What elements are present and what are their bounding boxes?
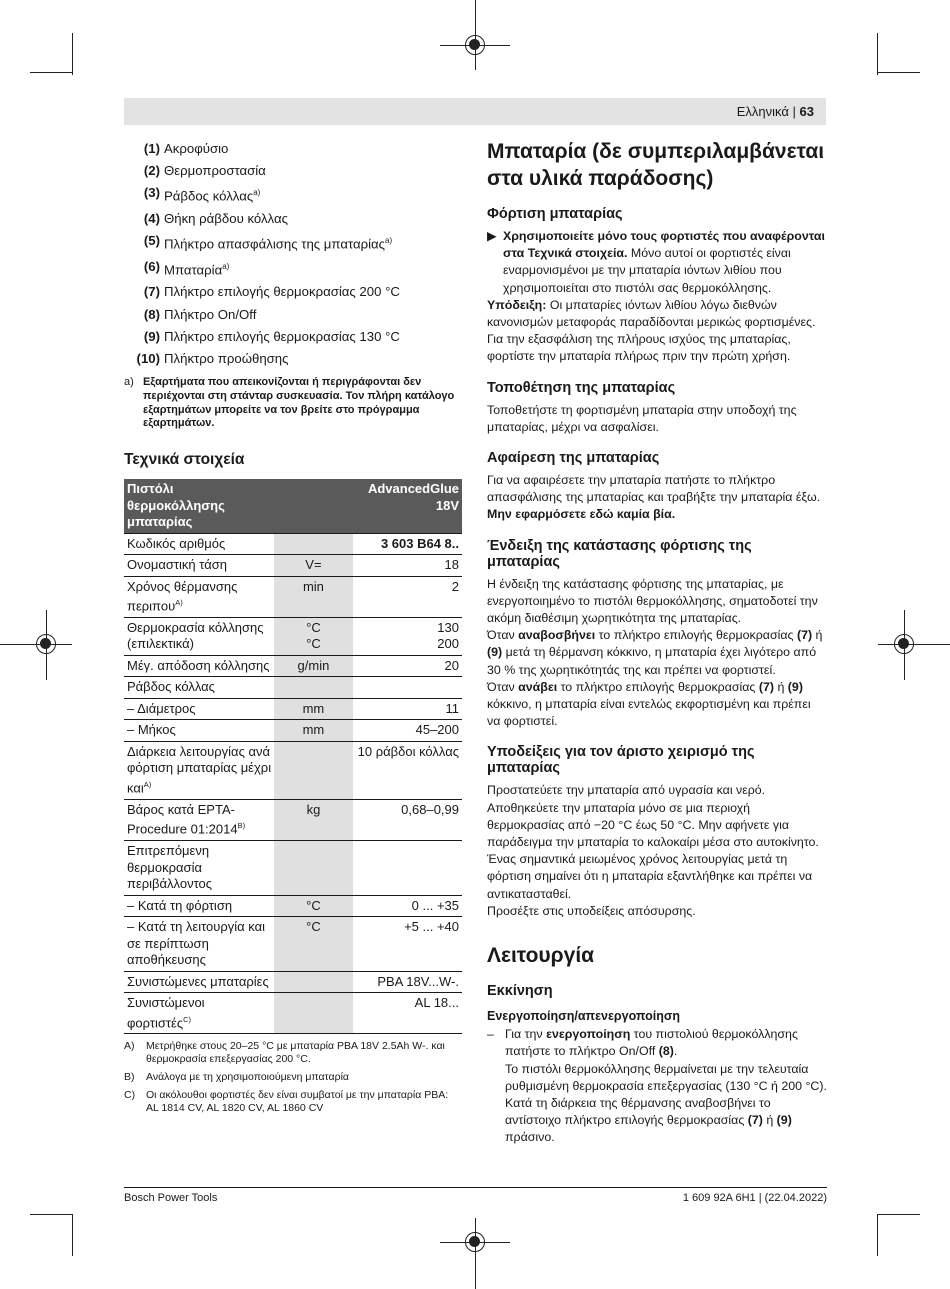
spec-name: – Διάμετρος bbox=[124, 698, 274, 720]
tech-data-table bbox=[124, 479, 462, 1034]
legend-note bbox=[124, 376, 462, 431]
remove-heading: Αφαίρεση της μπαταρίας bbox=[487, 450, 660, 467]
legend-number: (10) bbox=[136, 351, 160, 366]
tips-paragraph-2: Αποθηκεύετε την μπαταρία μόνο σε μια περιοχή θερμοκρασίας από −20 °C έως 50 °C. Μην αφήνετε για παράδειγμα την μπαταρία το καλοκαίρι μέσα στο αυτοκίνητο. bbox=[487, 800, 819, 850]
charging-heading: Φόρτιση μπαταρίας bbox=[487, 206, 623, 222]
legend-note-text: Εξαρτήματα που απεικονίζονται ή περιγράφονται δεν περιέχονται στη στάνταρ συσκευασία. Τον πλήρη κατάλογο εξαρτημάτων μπορείτε να τον βρείτε στο πρόγραμμα εξαρτημάτων. bbox=[143, 376, 455, 430]
table-row bbox=[124, 617, 462, 655]
spec-value: 45–200 bbox=[353, 720, 463, 742]
insert-heading: Τοποθέτηση της μπαταρίας bbox=[487, 379, 676, 396]
spec-name: Χρόνος θέρμανσης περιπου$^{A)}$ bbox=[124, 576, 274, 617]
table-row bbox=[124, 533, 462, 555]
table-row bbox=[124, 993, 462, 1034]
legend-label: Θερμοπροστασία bbox=[164, 163, 266, 179]
spec-unit bbox=[274, 993, 352, 1034]
spec-name: Διάρκεια λειτουργίας ανά φόρτιση μπαταρίας μέχρι και$^{A)}$ bbox=[124, 741, 274, 799]
legend-number: (4) bbox=[143, 211, 160, 226]
remove-paragraph bbox=[487, 472, 827, 524]
legend-item bbox=[124, 160, 462, 182]
table-row bbox=[124, 698, 462, 720]
spec-value: 2 bbox=[353, 576, 463, 617]
spec-unit: V= bbox=[274, 555, 352, 577]
page-header: Ελληνικά | 63 bbox=[736, 104, 814, 119]
legend-item bbox=[124, 138, 462, 160]
crop-mark bbox=[72, 33, 73, 75]
footer-brand: Bosch Power Tools bbox=[124, 1192, 218, 1204]
component-legend bbox=[124, 138, 462, 370]
table-row bbox=[124, 971, 462, 993]
header-bar bbox=[124, 98, 826, 125]
legend-number: (8) bbox=[143, 306, 160, 322]
spec-value: 3 603 B64 8.. bbox=[353, 533, 463, 555]
start-heading: Εκκίνηση bbox=[487, 983, 553, 1000]
legend-number: (3) bbox=[143, 185, 160, 201]
table-footnotes bbox=[124, 1040, 462, 1115]
spec-name: Συνιστώμενοι φορτιστές$^{C)}$ bbox=[124, 993, 274, 1034]
charging-bullet-text: Μόνο αυτοί οι φορτιστές είναι εναρμονισμένοι με την μπαταρία ιόντων λιθίου που χρησιμοποιείται στο πιστόλι σας θερμοκόλλησης. bbox=[503, 246, 791, 295]
spec-value: 130 200 bbox=[353, 617, 463, 655]
legend-item bbox=[124, 256, 462, 282]
spec-unit: mm bbox=[274, 720, 352, 742]
table-header-name: Πιστόλι θερμοκόλλησης μπαταρίας bbox=[124, 479, 274, 533]
legend-item bbox=[124, 281, 462, 303]
legend-item bbox=[124, 182, 462, 208]
hint-label: Υπόδειξη: bbox=[487, 297, 547, 312]
spec-name: Μέγ. απόδοση κόλλησης bbox=[124, 655, 274, 677]
tips-heading: Υποδείξεις για τον άριστο χειρισμό της μπαταρίας bbox=[487, 744, 755, 777]
legend-label: Πλήκτρο απασφάλισης της μπαταρίας$^{a)}$ bbox=[164, 236, 393, 252]
spec-unit: kg bbox=[274, 799, 352, 840]
legend-item bbox=[124, 208, 462, 230]
spec-value: 20 bbox=[353, 655, 463, 677]
table-row bbox=[124, 576, 462, 617]
remove-text: Για να αφαιρέσετε την μπαταρία πατήστε το πλήκτρο απασφάλισης της μπαταρίας και τραβήξτε την μπαταρία έξω. bbox=[487, 473, 821, 505]
page-number: 63 bbox=[799, 104, 814, 119]
legend-label: Ράβδος κόλλας$^{a)}$ bbox=[164, 188, 261, 204]
spec-unit bbox=[274, 741, 352, 799]
crop-mark bbox=[877, 33, 878, 75]
status-paragraph-1: Η ένδειξη της κατάστασης φόρτισης της μπαταρίας, με ενεργοποιημένο το πιστόλι θερμοκόλλησης, σηματοδοτεί την ακόμη διαθέσιμη χωρητικότητα της μπαταρίας. bbox=[487, 576, 818, 626]
charging-bullet-bold: Χρησιμοποιείτε μόνο τους φορτιστές που αναφέρονται στα Τεχνικά στοιχεία. bbox=[503, 229, 825, 261]
spec-unit: mm bbox=[274, 698, 352, 720]
right-column bbox=[487, 138, 827, 1147]
footnote: A) Μετρήθηκε στους 20–25 °C με μπαταρία PBA 18V 2.5Ah W-. και θερμοκρασία επεξεργασίας 200 °C. bbox=[124, 1040, 445, 1066]
spec-unit bbox=[274, 677, 352, 699]
legend-label: Πλήκτρο On/Off bbox=[164, 306, 257, 322]
table-header-value: AdvancedGlue 18V bbox=[353, 479, 463, 533]
table-row bbox=[124, 841, 462, 896]
spec-value bbox=[353, 677, 463, 699]
tips-paragraph-1: Προστατεύετε την μπαταρία από υγρασία και νερό. bbox=[487, 783, 766, 798]
spec-unit: °C bbox=[274, 917, 352, 972]
table-row bbox=[124, 677, 462, 699]
table-row bbox=[124, 555, 462, 577]
legend-label: Ακροφύσιο bbox=[164, 141, 229, 156]
onoff-item: – Για την ενεργοποίηση του πιστολιού θερμοκόλλησης πατήστε το πλήκτρο On/Off (8). Το πιστόλι θερμοκόλλησης θερμαίνεται με την τελευταία ρυθμισμένη θερμοκρασία επεξεργασίας (130 °C ή 200 °C). Κατά τη διάρκεια της θέρμανσης αναβοσβήνει το αντίστοιχο πλήκτρο επιλογής θερμοκρασίας (7) ή (9) πράσινο. bbox=[487, 1026, 827, 1146]
spec-unit: min bbox=[274, 576, 352, 617]
operation-heading: Λειτουργία bbox=[487, 944, 595, 968]
spec-name: Θερμοκρασία κόλλησης (επιλεκτικά) bbox=[124, 617, 274, 655]
status-heading: Ένδειξη της κατάστασης φόρτισης της μπαταρίας bbox=[487, 537, 752, 570]
legend-label: Πλήκτρο επιλογής θερμοκρασίας 130 °C bbox=[164, 328, 400, 344]
spec-name: Βάρος κατά EPTA-Procedure $01:2014^{B)}$ bbox=[124, 799, 274, 840]
spec-value: +5 ... +40 bbox=[353, 917, 463, 972]
footnote: B) Ανάλογα με τη χρησιμοποιούμενη μπαταρία bbox=[124, 1071, 349, 1084]
spec-name: – Μήκος bbox=[124, 720, 274, 742]
table-row bbox=[124, 741, 462, 799]
legend-item bbox=[124, 304, 462, 326]
registration-mark-icon bbox=[894, 634, 914, 654]
legend-note-key: a) bbox=[124, 376, 134, 389]
spec-unit bbox=[274, 971, 352, 993]
charging-bullet bbox=[487, 228, 827, 297]
hint-paragraph bbox=[487, 297, 827, 366]
legend-number: (7) bbox=[143, 284, 160, 300]
battery-heading: Μπαταρία (δε συμπεριλαμβάνεται στα υλικά παράδοσης) bbox=[487, 140, 825, 190]
onoff-heading: Ενεργοποίηση/απενεργοποίηση bbox=[487, 1009, 681, 1024]
crop-mark bbox=[878, 1214, 920, 1215]
legend-label: Πλήκτρο προώθησης bbox=[164, 351, 289, 366]
hint-text: Οι μπαταρίες ιόντων λιθίου λόγω διεθνών κανονισμών μεταφοράς παραδίδονται μερικώς φορτισμένες. Για την εξασφάλιση της πλήρους ισχύος της μπαταρίας, φορτίστε την μπαταρία πλήρως πριν την πρώτη χρήση. bbox=[487, 297, 816, 364]
spec-name: Επιτρεπόμενη θερμοκρασία περιβάλλοντος bbox=[124, 841, 274, 896]
registration-mark-icon bbox=[465, 1232, 485, 1252]
registration-mark-icon bbox=[36, 634, 56, 654]
spec-value: PBA 18V...W-. bbox=[353, 971, 463, 993]
spec-name: – Κατά τη λειτουργία και σε περίπτωση αποθήκευσης bbox=[124, 917, 274, 972]
tech-data-title: Τεχνικά στοιχεία bbox=[124, 451, 245, 469]
spec-unit bbox=[274, 533, 352, 555]
spec-value: 10 ράβδοι κόλλας bbox=[353, 741, 463, 799]
legend-item bbox=[124, 348, 462, 370]
spec-name: – Κατά τη φόρτιση bbox=[124, 895, 274, 917]
legend-label: Μπαταρία$^{a)}$ bbox=[164, 261, 230, 278]
table-header-row bbox=[124, 479, 462, 533]
remove-warning: Μην εφαρμόσετε εδώ καμία βία. bbox=[487, 507, 676, 522]
footnote: C) Οι ακόλουθοι φορτιστές δεν είναι συμβατοί με την μπαταρία PBA: AL 1814 CV, AL 1820 CV, AL 1860 CV bbox=[124, 1089, 449, 1115]
table-header-unit bbox=[274, 479, 352, 533]
dash-bullet: – bbox=[487, 1027, 494, 1042]
triangle-bullet-icon: ▶ bbox=[487, 229, 497, 243]
crop-mark bbox=[72, 1214, 73, 1256]
spec-value: AL 18... bbox=[353, 993, 463, 1034]
tips-paragraph-4: Προσέξτε στις υποδείξεις απόσυρσης. bbox=[487, 903, 696, 918]
spec-name: Ονομαστική τάση bbox=[124, 555, 274, 577]
spec-name: Κωδικός αριθμός bbox=[124, 533, 274, 555]
table-row bbox=[124, 799, 462, 840]
legend-label: Θήκη ράβδου κόλλας bbox=[164, 211, 288, 226]
legend-item bbox=[124, 326, 462, 348]
insert-paragraph: Τοποθετήστε τη φορτισμένη μπαταρία στην υποδοχή της μπαταρίας, μέχρι να ασφαλίσει. bbox=[487, 402, 797, 434]
spec-name: Συνιστώμενες μπαταρίες bbox=[124, 971, 274, 993]
table-row bbox=[124, 655, 462, 677]
spec-value: 11 bbox=[353, 698, 463, 720]
spec-value: 18 bbox=[353, 555, 463, 577]
tips-paragraph-3: Ένας σημαντικά μειωμένος χρόνος λειτουργίας μετά τη φόρτιση σημαίνει ότι η μπαταρία εξαντλήθηκε και πρέπει να αντικατασταθεί. bbox=[487, 852, 813, 901]
status-paragraph-2: Όταν αναβοσβήνει το πλήκτρο επιλογής θερμοκρασίας (7) ή (9) μετά τη θέρμανση κόκκινο, η μπαταρία έχει λιγότερο από 30 % της χωρητικότητάς της και πρέπει να φορτιστεί. bbox=[487, 628, 823, 677]
spec-unit: °C bbox=[274, 895, 352, 917]
table-row bbox=[124, 917, 462, 972]
header-language: Ελληνικά bbox=[736, 104, 789, 119]
spec-unit: °C °C bbox=[274, 617, 352, 655]
legend-item bbox=[124, 230, 462, 256]
registration-line bbox=[475, 1218, 476, 1289]
registration-line bbox=[878, 644, 950, 645]
legend-number: (2) bbox=[143, 163, 160, 179]
legend-label: Πλήκτρο επιλογής θερμοκρασίας 200 °C bbox=[164, 284, 400, 300]
spec-name: Ράβδος κόλλας bbox=[124, 677, 274, 699]
footer-doc-id: 1 609 92A 6H1 | (22.04.2022) bbox=[682, 1192, 827, 1204]
table-row bbox=[124, 895, 462, 917]
legend-number: (5) bbox=[143, 233, 160, 249]
onoff-paragraph-2: Το πιστόλι θερμοκόλλησης θερμαίνεται με την τελευταία ρυθμισμένη θερμοκρασία επεξεργασίας (130 °C ή 200 °C). bbox=[505, 1061, 827, 1093]
crop-mark bbox=[877, 1214, 878, 1256]
spec-value: 0 ... +35 bbox=[353, 895, 463, 917]
onoff-paragraph-3: Κατά τη διάρκεια της θέρμανσης αναβοσβήνει το αντίστοιχο πλήκτρο επιλογής θερμοκρασίας (7) ή (9) πράσινο. bbox=[505, 1095, 792, 1145]
status-paragraph-3: Όταν ανάβει το πλήκτρο επιλογής θερμοκρασίας (7) ή (9) κόκκινο, η μπαταρία είναι εντελώς εκφορτισμένη και πρέπει να φορτιστεί. bbox=[487, 679, 811, 729]
spec-unit bbox=[274, 841, 352, 896]
registration-mark-icon bbox=[465, 35, 485, 55]
crop-mark bbox=[30, 72, 72, 73]
table-row bbox=[124, 720, 462, 742]
footer-divider bbox=[124, 1187, 827, 1188]
legend-number: (1) bbox=[143, 141, 160, 156]
spec-value bbox=[353, 841, 463, 896]
legend-number: (6) bbox=[143, 258, 160, 274]
spec-value: 0,68–0,99 bbox=[353, 799, 463, 840]
spec-unit: g/min bbox=[274, 655, 352, 677]
crop-mark bbox=[30, 1214, 72, 1215]
crop-mark bbox=[878, 72, 920, 73]
left-column bbox=[124, 138, 462, 1120]
legend-number: (9) bbox=[143, 328, 160, 344]
